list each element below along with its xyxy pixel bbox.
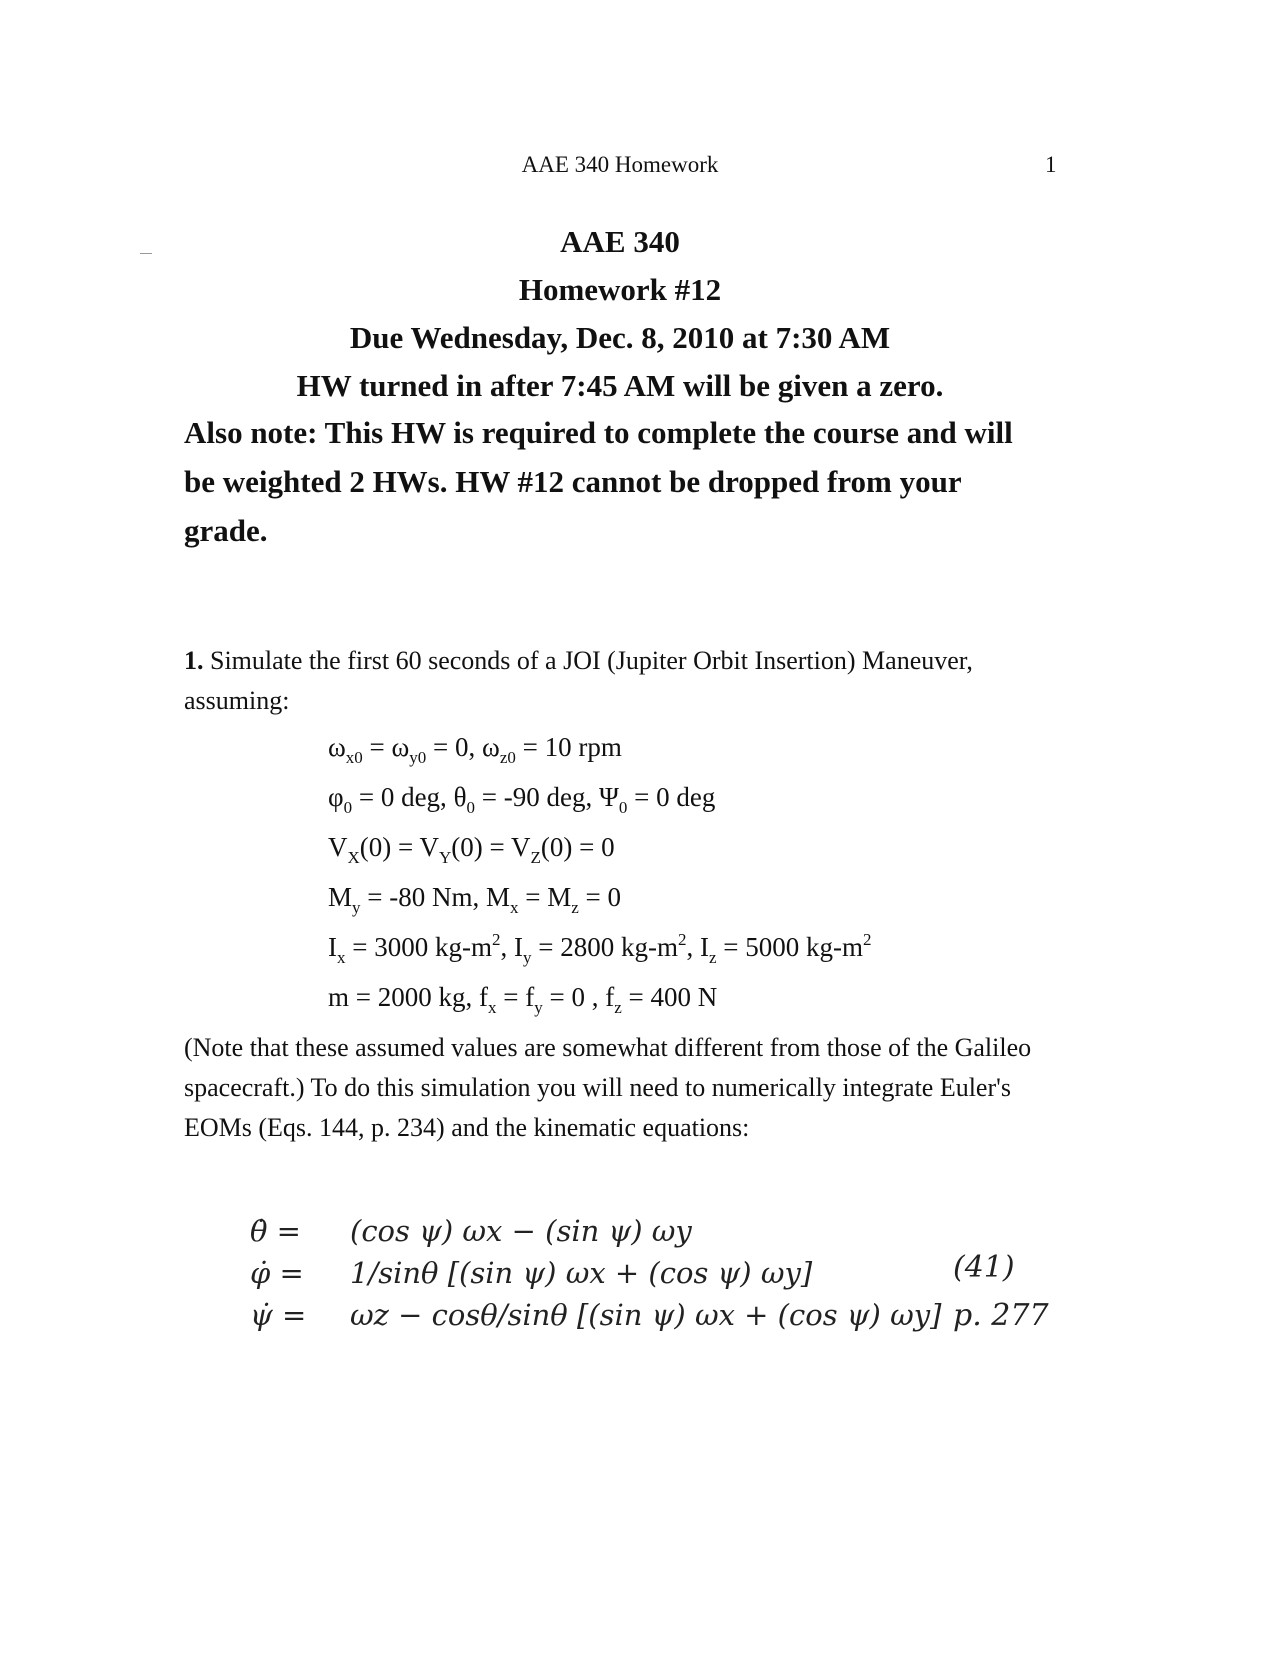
problem-number: 1. <box>184 646 204 675</box>
instructions-paragraph: (Note that these assumed values are somewhat different from those of the Galileo spacecraft.) To do this simulation you will need to numerically integrate Euler's EOMs (Eqs. 144, p. 234) and the kinematic equations: <box>184 1033 1032 1142</box>
problem-text: Simulate the first 60 seconds of a JOI (Jupiter Orbit Insertion) Maneuver, assuming: <box>184 646 973 715</box>
due-date: Due Wednesday, Dec. 8, 2010 at 7:30 AM <box>349 320 891 355</box>
equation-mass-forces: m = 2000 kg, $f_x = f_y = 0$ , $f_z = 400$ N <box>328 982 718 1017</box>
course-note: Also note: This HW is required to complete the course and will be weighted 2 HWs. HW #12 cannot be dropped from your grade. <box>184 415 1013 548</box>
equation-reference: (41) <box>953 1250 1015 1285</box>
equation-inertias: $I_x = 3000$ $kg-m^2$, $I_y = 2800$ $kg-m^2$, $I_z = 5000$ $kg-m^2$ <box>328 930 872 967</box>
problem-1 <box>184 641 1064 721</box>
assignment-title: Homework #12 <box>518 272 722 307</box>
late-policy: HW turned in after 7:45 AM will be given a zero. <box>296 368 944 403</box>
page-reference: p. 277 <box>953 1298 1049 1333</box>
psi-dot-equation: ψ̇ = ωz − cosθ/sinθ [(sin ψ) ωx + (cos ψ) ωy] <box>250 1298 942 1332</box>
page-number: 1 <box>1045 152 1057 177</box>
title-block <box>180 218 1060 410</box>
scan-speck <box>140 253 152 254</box>
equation-initial-angles: $\varphi_0 = 0$ deg, $\theta_0 = -90$ deg, $\Psi_0 = 0$ deg <box>328 782 716 817</box>
handwritten-kinematic-equations <box>250 1210 941 1336</box>
equation-initial-velocity: $V_X(0) = V_Y(0) = V_Z(0) = 0$ <box>328 832 615 867</box>
phi-dot-equation: φ̇ = 1/sinθ [(sin ψ) ωx + (cos ψ) ωy] <box>250 1256 813 1290</box>
theta-dot-equation: θ̇ = (cos ψ) ωx − (sin ψ) ωy <box>250 1214 692 1248</box>
assumptions-equations <box>328 722 1028 1022</box>
course-title: AAE 340 <box>560 224 680 259</box>
equation-initial-rates: $\omega_{x0} = \omega_{y0} = 0$, $\omega_{z0} = 10$ rpm <box>328 732 622 767</box>
running-header: AAE 340 Homework <box>521 152 719 177</box>
equation-moments: $M_y = -80$ Nm, $M_x = M_z = 0$ <box>328 882 622 917</box>
